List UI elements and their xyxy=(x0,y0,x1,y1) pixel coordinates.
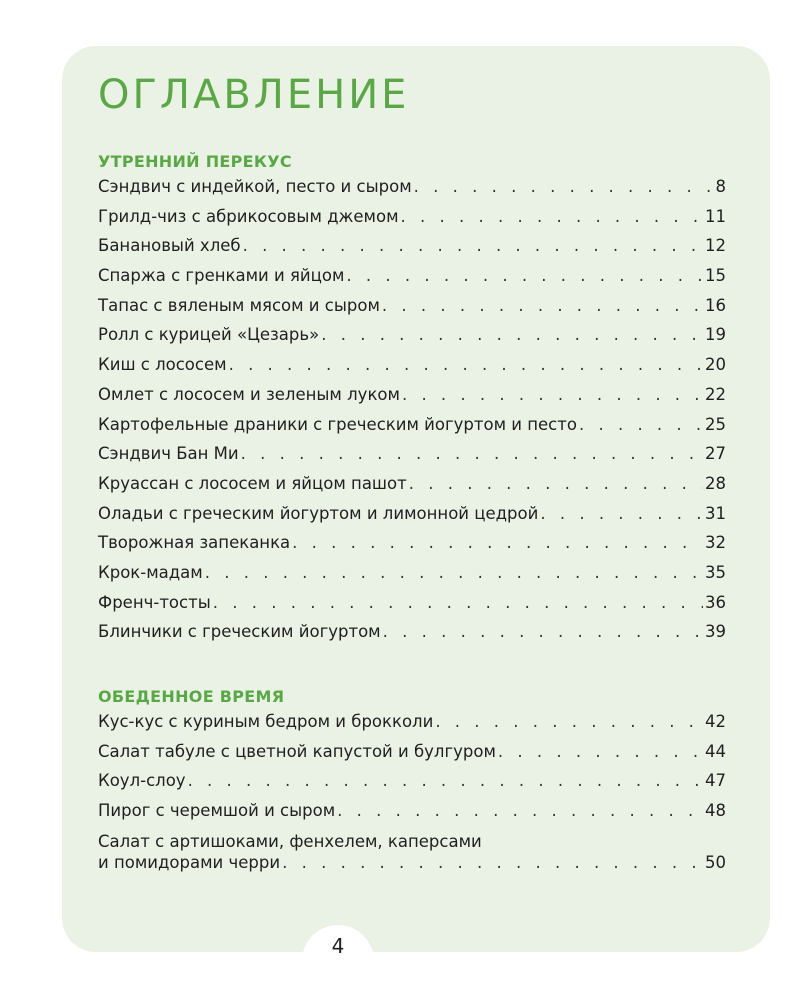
toc-item-title: Коул-слоу xyxy=(98,771,186,791)
toc-item[interactable] xyxy=(98,207,726,237)
toc-item-title: Салат табуле с цветной капустой и булгуром xyxy=(98,741,496,761)
toc-item[interactable] xyxy=(98,236,726,266)
toc-item-page: 32 xyxy=(705,533,726,553)
toc-item-page: 28 xyxy=(705,473,726,493)
toc-list-lunch-time xyxy=(98,712,726,872)
toc-item[interactable] xyxy=(98,444,726,474)
toc-item-title: Френч-тосты xyxy=(98,592,211,612)
dot-leader xyxy=(579,415,703,434)
toc-item-title-line1: Салат с артишоками, фенхелем, каперсами xyxy=(98,831,482,851)
toc-item[interactable] xyxy=(98,325,726,355)
toc-list-morning-snack xyxy=(98,177,726,652)
toc-item-title: Пирог с черемшой и сыром xyxy=(98,801,336,821)
toc-item[interactable] xyxy=(98,622,726,652)
toc-item-page: 31 xyxy=(705,503,726,523)
dot-leader xyxy=(292,533,703,552)
toc-item-page: 15 xyxy=(705,266,726,286)
toc-item-page: 44 xyxy=(705,741,726,761)
toc-item-title: Творожная запеканка xyxy=(98,533,291,553)
dot-leader xyxy=(282,853,703,872)
dot-leader xyxy=(243,236,703,255)
dot-leader xyxy=(337,801,703,820)
dot-leader xyxy=(213,593,703,612)
toc-item[interactable] xyxy=(98,385,726,415)
toc-item-title: Картофельные драники с греческим йогуртом и песто xyxy=(98,414,577,434)
dot-leader xyxy=(498,742,703,761)
page-number: 4 xyxy=(331,934,345,958)
toc-item-page: 47 xyxy=(705,771,726,791)
toc-item-title-line2: и помидорами черри xyxy=(98,852,281,872)
toc-item[interactable] xyxy=(98,415,726,445)
toc-item-title: Сэндвич Бан Ми xyxy=(98,444,239,464)
toc-item-title: Кус-кус с куриным бедром и брокколи xyxy=(98,712,434,731)
toc-item-title: Оладьи с греческим йогуртом и лимонной цедрой xyxy=(98,503,539,523)
toc-item[interactable] xyxy=(98,742,726,772)
dot-leader xyxy=(540,504,703,523)
toc-item-title: Банановый хлеб xyxy=(98,236,241,256)
toc-item-page: 39 xyxy=(705,622,726,642)
dot-leader xyxy=(383,622,703,641)
toc-item-page: 12 xyxy=(705,236,726,256)
toc-item-page: 11 xyxy=(705,206,726,226)
toc-item-title: Крок-мадам xyxy=(98,562,203,582)
toc-item-line2 xyxy=(98,853,726,872)
dot-leader xyxy=(382,296,703,315)
toc-item[interactable] xyxy=(98,266,726,296)
toc-item-page: 42 xyxy=(705,712,726,731)
toc-item-title: Блинчики с греческим йогуртом xyxy=(98,622,381,642)
dot-leader xyxy=(414,177,714,196)
dot-leader xyxy=(346,266,703,285)
page-title: ОГЛАВЛЕНИЕ xyxy=(98,72,410,118)
toc-item-page: 22 xyxy=(705,384,726,404)
toc-item-page: 19 xyxy=(705,325,726,345)
dot-leader xyxy=(205,563,703,582)
toc-item-page: 35 xyxy=(705,562,726,582)
dot-leader xyxy=(321,325,703,344)
section-heading-morning-snack: УТРЕННИЙ ПЕРЕКУС xyxy=(98,152,292,171)
toc-item-title: Круассан с лососем и яйцом пашот xyxy=(98,473,407,493)
toc-item-page: 20 xyxy=(705,355,726,375)
toc-item[interactable] xyxy=(98,474,726,504)
dot-leader xyxy=(401,207,703,226)
dot-leader xyxy=(241,444,703,463)
toc-item-page: 8 xyxy=(715,177,726,196)
toc-item[interactable] xyxy=(98,296,726,326)
toc-item[interactable] xyxy=(98,771,726,801)
toc-item-title: Киш с лососем xyxy=(98,355,227,375)
toc-item-page: 27 xyxy=(705,444,726,464)
toc-item[interactable] xyxy=(98,563,726,593)
toc-item[interactable] xyxy=(98,831,726,872)
toc-item[interactable] xyxy=(98,801,726,831)
toc-item-page: 36 xyxy=(705,592,726,612)
toc-item[interactable] xyxy=(98,712,726,742)
toc-item[interactable] xyxy=(98,355,726,385)
toc-item[interactable] xyxy=(98,504,726,534)
toc-item-page: 50 xyxy=(705,852,726,872)
toc-item-title: Сэндвич с индейкой, песто и сыром xyxy=(98,177,412,196)
toc-item-page: 16 xyxy=(705,295,726,315)
dot-leader xyxy=(229,355,703,374)
toc-item-title: Омлет с лососем и зеленым луком xyxy=(98,384,400,404)
toc-item[interactable] xyxy=(98,533,726,563)
dot-leader xyxy=(409,474,703,493)
toc-item-title: Ролл с курицей «Цезарь» xyxy=(98,325,320,345)
dot-leader xyxy=(435,712,703,731)
toc-item-title: Грилд-чиз с абрикосовым джемом xyxy=(98,206,399,226)
toc-item[interactable] xyxy=(98,593,726,623)
toc-item-page: 25 xyxy=(705,414,726,434)
toc-item-page: 48 xyxy=(705,801,726,821)
toc-item-title: Тапас с вяленым мясом и сыром xyxy=(98,295,380,315)
dot-leader xyxy=(188,771,703,790)
section-heading-lunch-time: ОБЕДЕННОЕ ВРЕМЯ xyxy=(98,687,285,706)
toc-item-title: Спаржа с гренками и яйцом xyxy=(98,266,345,286)
toc-item[interactable] xyxy=(98,177,726,207)
dot-leader xyxy=(402,385,703,404)
